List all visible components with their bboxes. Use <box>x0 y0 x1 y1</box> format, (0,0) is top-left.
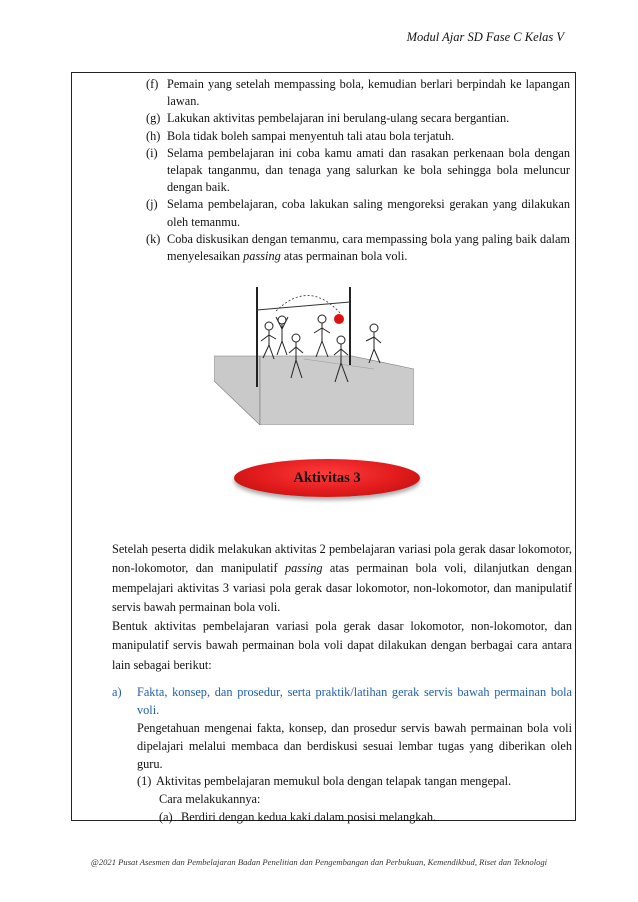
step-list <box>146 76 570 265</box>
sub-marker: (1) <box>137 774 152 788</box>
list-marker: (f) <box>146 77 159 91</box>
list-item <box>146 145 570 197</box>
paragraph-text: atas permainan bola voli, dilanjutkan dengan mempelajari aktivitas 3 variasi pola gerak dasar lokomotor, non-lokomotor, dan manipulatif servis bawah permainan bola voli. <box>112 561 573 615</box>
court-left-area <box>214 356 260 425</box>
list-text: Lakukan aktivitas pembelajaran ini berulang-ulang secara bergantian. <box>167 111 510 126</box>
section-body: Pengetahuan mengenai fakta, konsep, dan prosedur servis bawah permainan bola voli dipelajari melalui membaca dan berdiskusi sesuai lembar tugas yang diberikan oleh guru. <box>137 721 572 771</box>
section-heading-row <box>112 683 572 719</box>
list-text-part: atas permainan bola voli. <box>280 249 408 264</box>
sub-item-1 <box>137 772 572 790</box>
sub-item-1a <box>159 808 571 826</box>
sub-text: Aktivitas pembelajaran memukul bola dengan telapak tangan mengepal. <box>156 774 512 788</box>
sub-item-1-how: Cara melakukannya: <box>159 792 261 806</box>
sub-marker: (a) <box>159 810 173 824</box>
ball-trajectory <box>276 295 340 313</box>
list-marker: (i) <box>146 145 158 160</box>
section-body-row <box>112 719 572 773</box>
intro-paragraph <box>112 540 572 618</box>
activity-badge: Aktivitas 3 <box>234 459 420 497</box>
list-marker: (j) <box>146 197 158 212</box>
forms-paragraph: Bentuk aktivitas pembelajaran variasi pola gerak dasar lokomotor, non-lokomotor, dan manipulatif servis bawah permainan bola voli dapat dilakukan dengan berbagai cara antara lain sebagai berikut: <box>112 619 572 672</box>
paragraph-text: Setelah peserta didik melakukan aktivitas 2 pembelajaran variasi pola gerak dasar lokomotor, non-lokomotor, dan manipulatif <box>112 542 572 576</box>
section-heading: Fakta, konsep, dan prosedur, serta praktik/latihan gerak servis bawah permainan bola voli. <box>137 685 572 717</box>
player <box>261 322 276 359</box>
list-item <box>146 231 570 265</box>
list-marker: (k) <box>146 231 161 246</box>
list-text: Bola tidak boleh sampai menyentuh tali atau bola terjatuh. <box>167 128 455 143</box>
list-text: Selama pembelajaran, coba lakukan saling mengoreksi gerakan yang dilakukan oleh temanmu. <box>167 197 570 229</box>
list-item <box>146 196 570 230</box>
section-a <box>112 683 572 773</box>
list-text-part: Coba diskusikan dengan temanmu, cara mempassing bola yang paling baik dalam menyelesaikan <box>167 231 570 264</box>
ball <box>334 314 344 324</box>
player <box>314 315 330 357</box>
volleyball-illustration <box>214 283 414 425</box>
list-item <box>146 110 570 127</box>
court-floor <box>260 356 414 425</box>
list-text: Selama pembelajaran ini coba kamu amati dan rasakan perkenaan bola dengan telapak tanganmu, dan tenaga yang salurkan ke bola sehingga bola meluncur dengan baik. <box>167 145 570 195</box>
running-header: Modul Ajar SD Fase C Kelas V <box>406 30 564 44</box>
list-marker: (h) <box>146 128 161 143</box>
list-text: Pemain yang setelah mempassing bola, kemudian berlari berpindah ke lapangan lawan. <box>167 77 570 109</box>
list-text <box>167 231 570 265</box>
indent-spacer <box>112 719 137 773</box>
sub-text: Berdiri dengan kedua kaki dalam posisi melangkah. <box>181 810 437 824</box>
list-marker: (g) <box>146 111 161 126</box>
player <box>366 324 381 363</box>
section-marker: a) <box>112 685 122 699</box>
page-footer: @2021 Pusat Asesmen dan Pembelajaran Badan Penelitian dan Pengembangan dan Perbukuan, Kemendikbud, Riset dan Teknologi <box>90 857 548 867</box>
italic-term: passing <box>284 561 323 576</box>
list-item <box>146 128 570 145</box>
italic-term: passing <box>243 249 281 264</box>
list-item <box>146 76 570 110</box>
player <box>276 316 288 355</box>
